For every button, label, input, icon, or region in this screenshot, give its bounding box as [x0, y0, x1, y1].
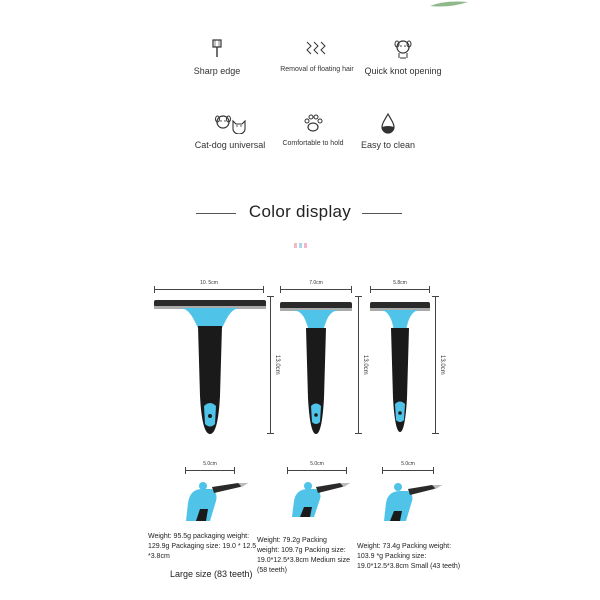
feature-label: Sharp edge — [193, 66, 241, 76]
medium-tool-side-view — [284, 473, 354, 518]
swatch-blue — [299, 243, 302, 248]
head-width-dimension — [370, 289, 430, 290]
blade-width-dimension — [185, 470, 235, 471]
spec-line: (58 teeth) — [257, 567, 287, 574]
small-deshedding-tool — [366, 298, 434, 438]
head-width-dimension — [280, 289, 352, 290]
small-tool-side-view — [376, 473, 446, 523]
spec-line: 103.9 *g Packing size: — [357, 553, 427, 560]
feature-label: Comfortable to hold — [282, 140, 344, 147]
size-label-large: Large size (83 teeth) — [170, 569, 253, 579]
title-rule-right — [362, 213, 402, 214]
swatch-pink-2 — [304, 243, 307, 248]
feature-label: Cat-dog universal — [194, 140, 266, 150]
height-dimension — [358, 296, 359, 434]
spec-line: 19.0*12.5*3.8cm Small (43 teeth) — [357, 563, 461, 570]
paw-icon — [302, 112, 324, 134]
large-tool-side-view — [176, 473, 251, 523]
water-drop-icon — [377, 112, 399, 134]
height-dimension — [435, 296, 436, 434]
head-width-label: 5.8cm — [393, 280, 407, 286]
brush-icon — [206, 38, 228, 60]
spec-small — [357, 542, 472, 572]
head-width-dimension — [154, 289, 264, 290]
feature-quick-knot — [343, 38, 463, 76]
blade-width-dimension — [287, 470, 347, 471]
feature-easy-clean — [328, 112, 448, 150]
blade-width-dimension — [382, 470, 434, 471]
spec-line: *3.8cm — [148, 553, 170, 560]
medium-deshedding-tool — [276, 298, 356, 441]
swatch-pink — [294, 243, 297, 248]
spec-medium — [257, 536, 357, 576]
blade-width-label: 5.0cm — [203, 461, 217, 467]
spec-line: 129.9g Packaging size: 19.0 * 12.5 — [148, 543, 257, 550]
spec-line: weight: 109.7g Packing size: — [257, 547, 346, 554]
blade-width-label: 5.0cm — [310, 461, 324, 467]
floating-hair-icon — [304, 38, 330, 60]
leaf-decoration — [430, 0, 470, 10]
spec-line: Weight: 79.2g Packing — [257, 537, 327, 544]
blade-width-label: 5.0cm — [401, 461, 415, 467]
large-deshedding-tool — [150, 296, 270, 441]
head-width-label: 7.0cm — [309, 280, 323, 286]
section-title: Color display — [248, 202, 352, 221]
cat-dog-icon — [212, 112, 248, 134]
head-width-label: 10. 5cm — [200, 280, 218, 286]
height-dimension — [270, 296, 271, 434]
feature-label: Easy to clean — [360, 140, 416, 150]
spec-line: 19.0*12.5*3.8cm Medium size — [257, 557, 350, 564]
feature-label: Quick knot opening — [364, 66, 442, 76]
dog-icon — [392, 38, 414, 60]
height-label: 13.0cm — [274, 355, 280, 375]
spec-line: Weight: 73.4g Packing weight: — [357, 543, 452, 550]
spec-large — [148, 532, 258, 562]
spec-line: Weight: 95.5g packaging weight: — [148, 533, 250, 540]
height-label: 13.0cm — [439, 355, 445, 375]
feature-label: Removal of floating hair — [280, 66, 354, 73]
height-label: 13.0cm — [362, 355, 368, 375]
